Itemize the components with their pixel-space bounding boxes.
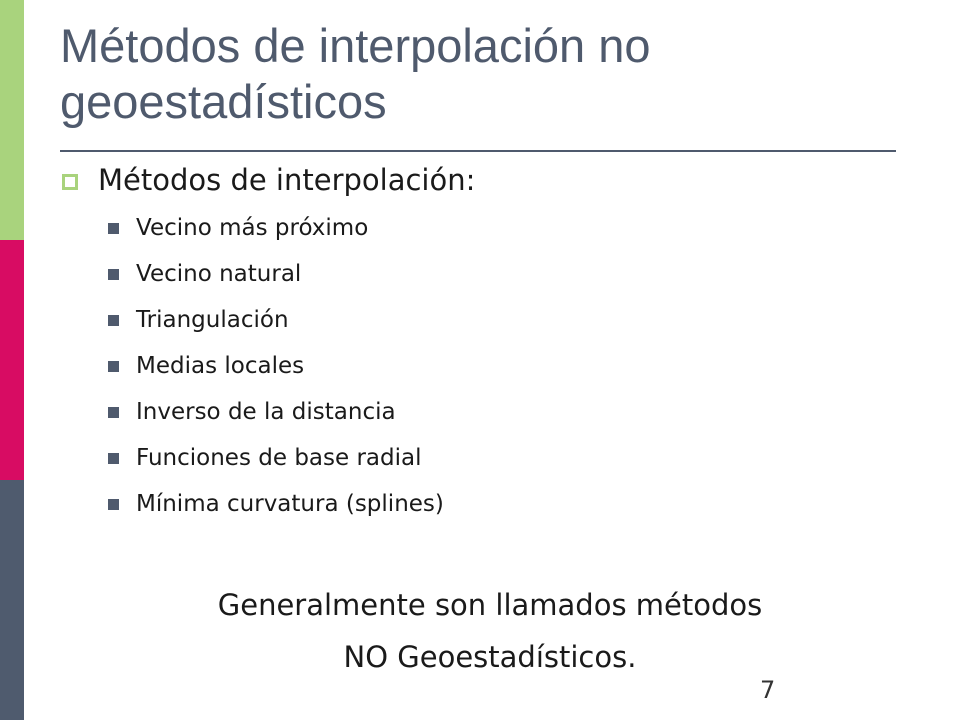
- accent-bar-green: [0, 0, 24, 240]
- list-item-label: Medias locales: [136, 353, 305, 379]
- list-item-label: Triangulación: [136, 307, 289, 333]
- square-bullet-icon: [108, 499, 119, 510]
- list-item: [108, 389, 444, 435]
- list-item-label: Mínima curvatura (splines): [136, 491, 444, 517]
- accent-bar-slate: [0, 480, 24, 720]
- square-bullet-icon: [108, 223, 119, 234]
- list-item: [108, 343, 444, 389]
- list-item: [108, 481, 444, 527]
- page-number: 7: [760, 676, 776, 704]
- accent-bar-pink: [0, 240, 24, 480]
- conclusion-text-line1: Generalmente son llamados métodos: [217, 588, 763, 622]
- main-bullet-label: Métodos de interpolación:: [98, 163, 476, 197]
- title-divider: [60, 150, 896, 152]
- square-bullet-icon: [108, 407, 119, 418]
- square-bullet-icon: [108, 453, 119, 464]
- square-bullet-icon: [108, 361, 119, 372]
- square-bullet-icon: [108, 315, 119, 326]
- list-item-label: Vecino más próximo: [136, 215, 369, 241]
- list-item-label: Funciones de base radial: [136, 445, 422, 471]
- list-item: [108, 205, 444, 251]
- list-item-label: Inverso de la distancia: [136, 399, 396, 425]
- square-bullet-icon: [108, 269, 119, 280]
- sub-bullet-list: [108, 205, 444, 527]
- main-bullet: [62, 158, 475, 202]
- list-item: [108, 435, 444, 481]
- hollow-square-bullet-icon: [62, 174, 78, 190]
- list-item: [108, 297, 444, 343]
- list-item: [108, 251, 444, 297]
- conclusion-text-line2: NO Geoestadísticos.: [343, 640, 637, 674]
- slide-title: Métodos de interpolación no geoestadísticos: [60, 19, 651, 128]
- list-item-label: Vecino natural: [136, 261, 302, 287]
